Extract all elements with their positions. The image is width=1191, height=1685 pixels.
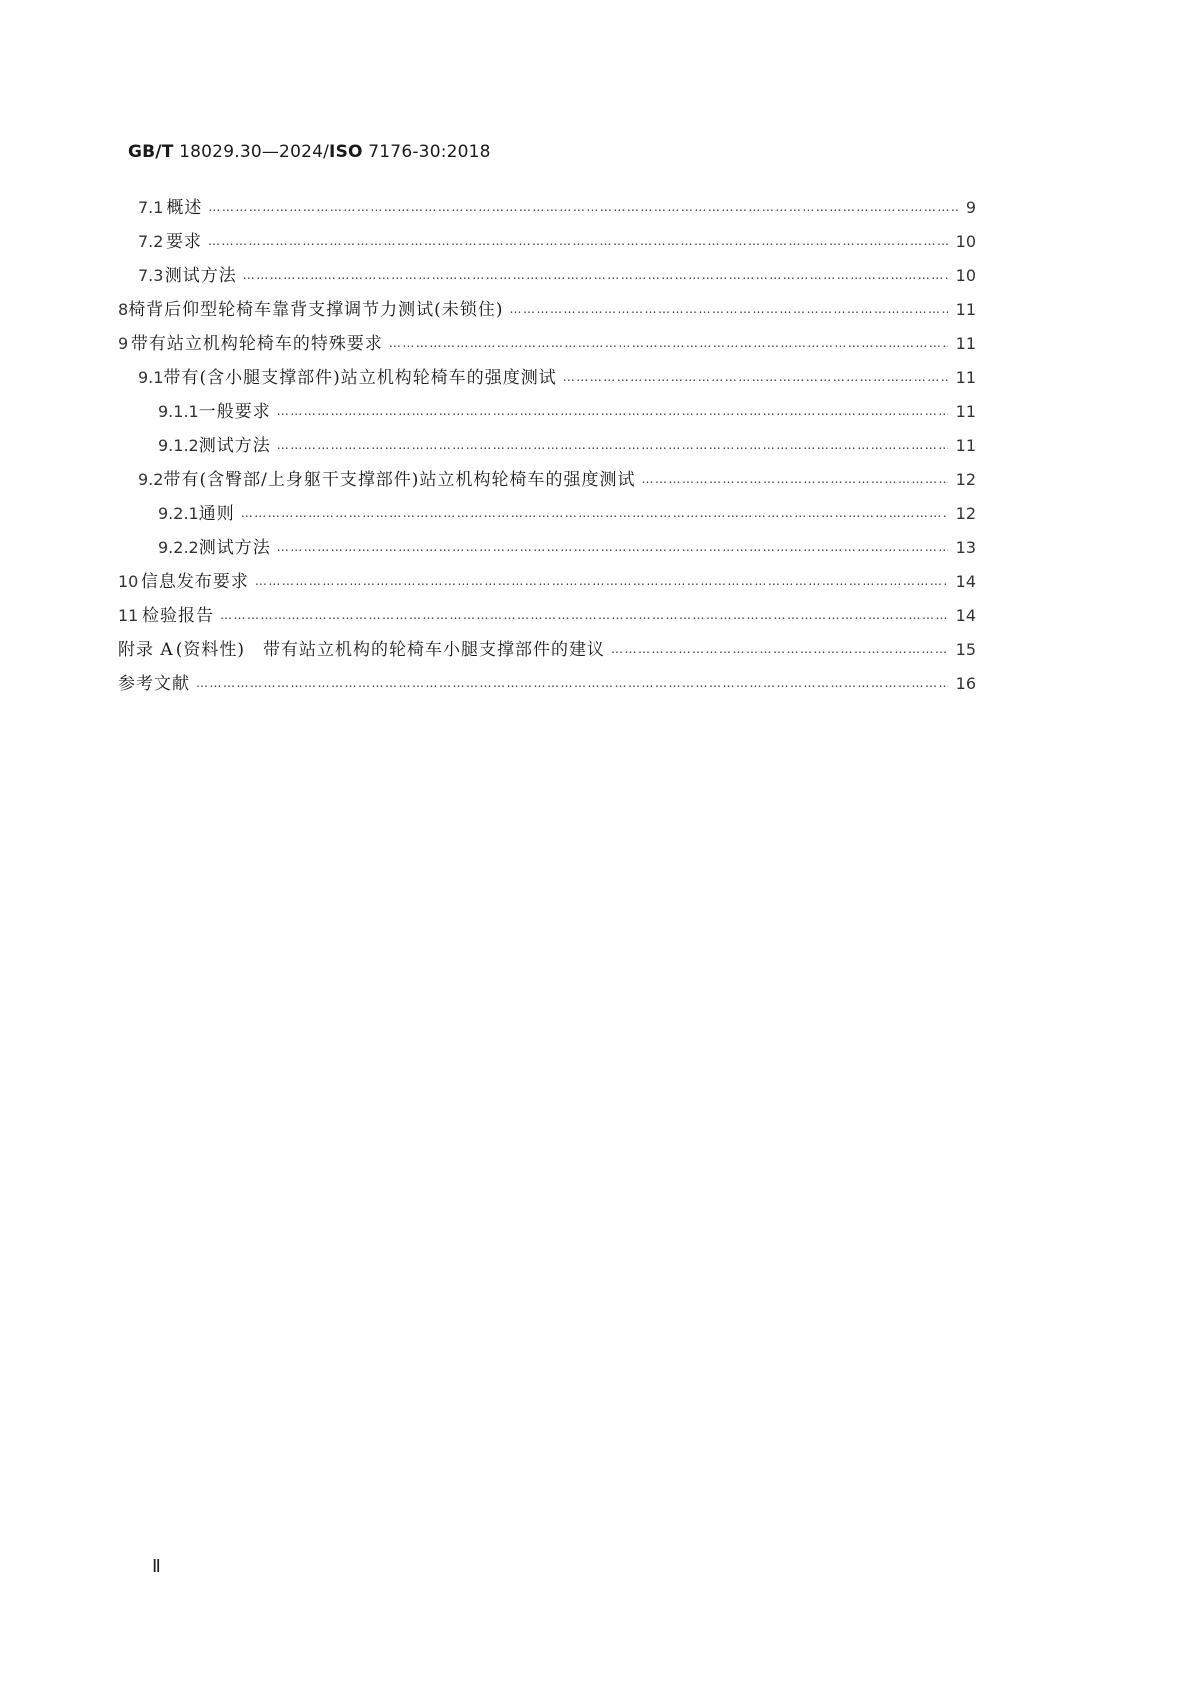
toc-entry-title: 参考文献 xyxy=(118,674,190,694)
toc-entry-number: 7.1 xyxy=(138,198,164,217)
toc-entry-title: 检验报告 xyxy=(141,606,214,626)
toc-entry-7-2[interactable] xyxy=(138,230,976,254)
dot-leader xyxy=(208,229,948,253)
dot-leader xyxy=(196,671,948,695)
toc-entry-title: 测试方法 xyxy=(198,538,271,558)
toc-entry-title: 测试方法 xyxy=(164,266,237,286)
toc-entry-number: 9.1.1 xyxy=(158,402,199,421)
toc-entry-10[interactable] xyxy=(118,570,976,594)
toc-entry-page: 11 xyxy=(955,334,976,353)
toc-entry-9-1-1[interactable] xyxy=(158,400,976,424)
toc-entry-number: 9.1.2 xyxy=(158,436,199,455)
toc-entry-9[interactable] xyxy=(118,332,976,356)
toc-entry-title: 带有(含小腿支撑部件)站立机构轮椅车的强度测试 xyxy=(163,368,557,388)
toc-entry-title: 要求 xyxy=(166,232,203,252)
toc-entry-9-1-2[interactable] xyxy=(158,434,976,458)
toc-entry-9-2-1[interactable] xyxy=(158,502,976,526)
toc-entry-page: 12 xyxy=(955,470,976,489)
toc-entry-page: 11 xyxy=(955,368,976,387)
toc-entry-bibliography[interactable] xyxy=(118,672,976,696)
dot-leader xyxy=(208,195,958,219)
toc-entry-number: 11 xyxy=(118,606,139,625)
toc-entry-number: 7.2 xyxy=(138,232,164,251)
dot-leader xyxy=(220,603,948,627)
toc-entry-page: 13 xyxy=(955,538,976,557)
standard-prefix: GB/T xyxy=(128,142,174,162)
toc-entry-title: 带有站立机构轮椅车的特殊要求 xyxy=(130,334,383,354)
standard-code-header xyxy=(128,142,491,162)
toc-entry-8[interactable] xyxy=(118,298,976,322)
dot-leader xyxy=(277,433,948,457)
toc-entry-page: 11 xyxy=(955,436,976,455)
toc-entry-page: 16 xyxy=(955,674,976,693)
toc-entry-number: 9.2 xyxy=(138,470,164,489)
toc-entry-number: 9.2.2 xyxy=(158,538,199,557)
toc-entry-annex-a[interactable] xyxy=(118,638,976,662)
dot-leader xyxy=(277,399,948,423)
dot-leader xyxy=(611,637,948,661)
toc-entry-page: 11 xyxy=(955,300,976,319)
iso-prefix: ISO xyxy=(329,142,363,162)
toc-entry-number: 8 xyxy=(118,300,129,319)
toc-entry-7-3[interactable] xyxy=(138,264,976,288)
toc-entry-number: 9.2.1 xyxy=(158,504,199,523)
toc-entry-page: 10 xyxy=(955,266,976,285)
toc-entry-number: 7.3 xyxy=(138,266,164,285)
toc-entry-page: 14 xyxy=(955,572,976,591)
dot-leader xyxy=(255,569,948,593)
toc-entry-title: 椅背后仰型轮椅车靠背支撑调节力测试(未锁住) xyxy=(128,300,504,320)
toc-entry-page: 12 xyxy=(955,504,976,523)
toc-entry-7-1[interactable] xyxy=(138,196,976,220)
toc-entry-page: 9 xyxy=(965,198,976,217)
dot-leader xyxy=(641,467,948,491)
dot-leader xyxy=(563,365,948,389)
toc-entry-title: (资料性) 带有站立机构的轮椅车小腿支撑部件的建议 xyxy=(175,640,605,660)
toc-entry-9-1[interactable] xyxy=(138,366,976,390)
toc-entry-title: 信息发布要求 xyxy=(140,572,249,592)
toc-entry-title: 一般要求 xyxy=(198,402,271,422)
toc-entry-number: 附录 A xyxy=(118,640,174,660)
toc-entry-title: 测试方法 xyxy=(198,436,271,456)
toc-entry-number: 9 xyxy=(118,334,129,353)
toc-entry-page: 10 xyxy=(955,232,976,251)
toc-entry-page: 11 xyxy=(955,402,976,421)
dot-leader xyxy=(243,263,948,287)
dot-leader xyxy=(509,297,948,321)
standard-number: 18029.30—2024/ xyxy=(173,142,330,162)
toc-entry-9-2-2[interactable] xyxy=(158,536,976,560)
iso-number: 7176-30:2018 xyxy=(362,142,491,162)
dot-leader xyxy=(277,535,948,559)
toc-entry-11[interactable] xyxy=(118,604,976,628)
toc-entry-page: 15 xyxy=(955,640,976,659)
dot-leader xyxy=(241,501,948,525)
page-number: Ⅱ xyxy=(152,1556,161,1576)
toc-entry-number: 9.1 xyxy=(138,368,164,387)
toc-entry-page: 14 xyxy=(955,606,976,625)
toc-entry-title: 概述 xyxy=(166,198,203,218)
toc-entry-title: 带有(含臀部/上身躯干支撑部件)站立机构轮椅车的强度测试 xyxy=(163,470,636,490)
toc-entry-number: 10 xyxy=(118,572,139,591)
dot-leader xyxy=(389,331,948,355)
toc-entry-9-2[interactable] xyxy=(138,468,976,492)
toc-entry-title: 通则 xyxy=(198,504,235,524)
